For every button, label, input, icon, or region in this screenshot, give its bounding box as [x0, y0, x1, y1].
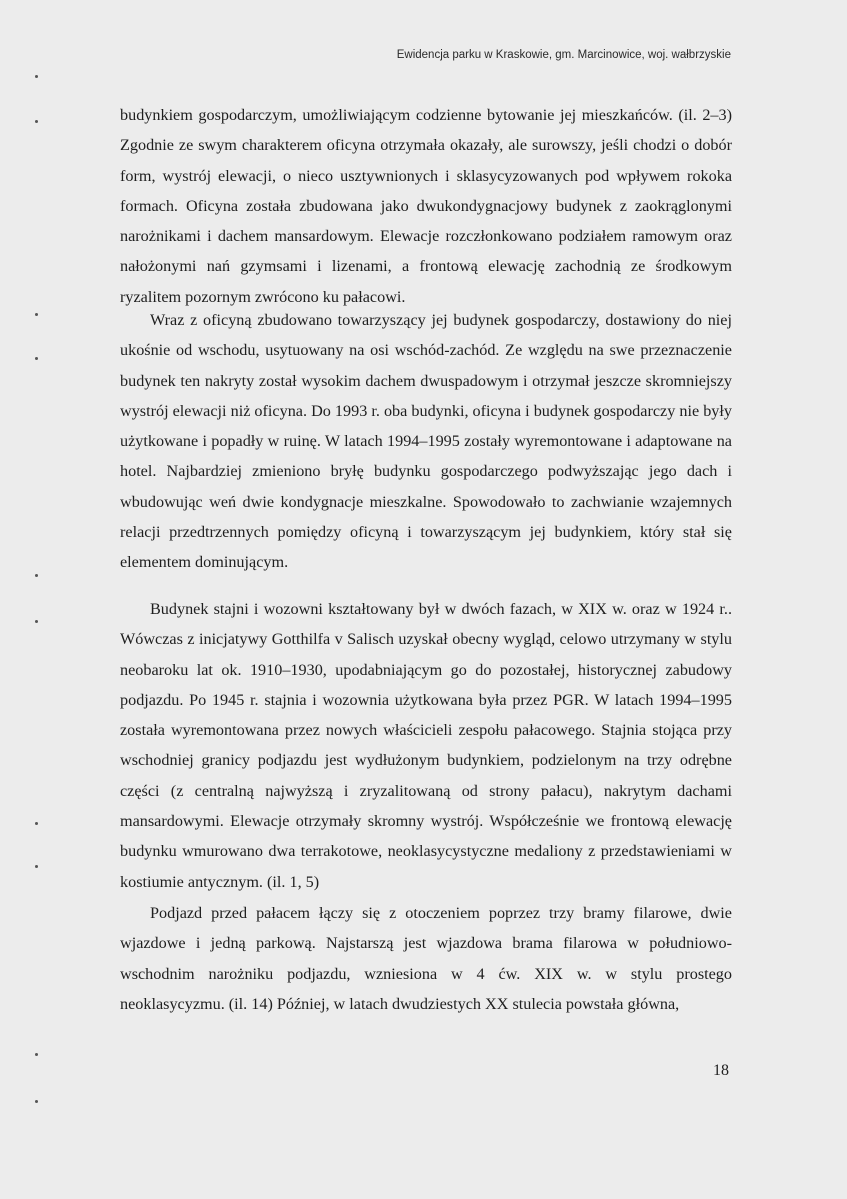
scan-dot — [35, 120, 38, 123]
running-header: Ewidencja parku w Kraskowie, gm. Marcinowice, woj. wałbrzyskie — [396, 49, 731, 61]
scan-dot — [35, 574, 38, 577]
scan-dot — [35, 865, 38, 868]
paragraph-1-text: budynkiem gospodarczym, umożliwiającym codzienne bytowanie jej mieszkańców. (il. 2–3) Zgodnie ze swym charakterem oficyna otrzymała okazały, ale surowszy, jeśli chodzi o dobór form, wystrój elewacji, o nieco usztywnionych i sklasycyzowanych pod wpływem rokoka formach. Oficyna została zbudowana jako dwukondygnacjowy budynek z zaokrąglonymi narożnikami i dachem mansardowym. Elewacje rozczłonkowano podziałem ramowym oraz nałożonymi nań gzymsami i lizenami, a frontową elewację zachodnią ze środkowym ryzalitem pozornym zwrócono ku pałacowi. — [120, 106, 732, 306]
paragraph-2-text: Wraz z oficyną zbudowano towarzyszący jej budynek gospodarczy, dostawiony do niej ukośnie od wschodu, usytuowany na osi wschód-zachód. Ze względu na swe przeznaczenie budynek ten nakryty został wysokim dachem dwuspadowym i otrzymał jeszcze skromniejszy wystrój elewacji niż oficyna. Do 1993 r. oba budynki, oficyna i budynek gospodarczy nie były użytkowane i popadły w ruinę. W latach 1994–1995 zostały wyremontowane i adaptowane na hotel. Najbardziej zmieniono bryłę budynku gospodarczego podwyższając jego dach i wbudowując weń dwie kondygnacje mieszkalne. Spowodowało to zachwianie wzajemnych relacji przedtrzennych pomiędzy oficyną i towarzyszącym jej budynkiem, który stał się elementem dominującym. — [120, 311, 732, 572]
paragraph-3-text: Budynek stajni i wozowni kształtowany był w dwóch fazach, w XIX w. oraz w 1924 r.. Wówczas z inicjatywy Gotthilfa v Salisch uzyskał obecny wygląd, celowo utrzymany w stylu neobaroku lat ok. 1910–1930, upodabniającym go do pozostałej, historycznej zabudowy podjazdu. Po 1945 r. stajnia i wozownia użytkowana była przez PGR. W latach 1994–1995 została wyremontowana przez nowych właścicieli zespołu pałacowego. Stajnia stojąca przy wschodniej granicy podjazdu jest wydłużonym budynkiem, podzielonym na trzy odrębne części (z centralną najwyższą i zryzalitowaną od strony pałacu), nakrytym dachami mansardowymi. Elewacje otrzymały skromny wystrój. Współcześnie we frontową elewację budynku wmurowano dwa terrakotowe, neoklasycystyczne medaliony z przedstawieniami w kostiumie antycznym. (il. 1, 5) — [120, 600, 732, 891]
paragraph-4-text: Podjazd przed pałacem łączy się z otoczeniem poprzez trzy bramy filarowe, dwie wjazdowe i jedną parkową. Najstarszą jest wjazdowa brama filarowa w południowo-wschodnim narożniku podjazdu, wzniesiona w 4 ćw. XIX w. w stylu prostego neoklasycyzmu. (il. 14) Później, w latach dwudziestych XX stulecia powstała główna, — [120, 904, 732, 1013]
scan-dot — [35, 75, 38, 78]
scan-dot — [35, 1100, 38, 1103]
scan-dot — [35, 357, 38, 360]
scan-dot — [35, 620, 38, 623]
scan-dot — [35, 313, 38, 316]
scan-dot — [35, 1053, 38, 1056]
scan-dot — [35, 822, 38, 825]
paragraph-4 — [120, 898, 732, 1019]
page-number: 18 — [713, 1062, 729, 1079]
paragraph-1 — [120, 100, 732, 312]
paragraph-3 — [120, 594, 732, 897]
paragraph-2 — [120, 305, 732, 578]
